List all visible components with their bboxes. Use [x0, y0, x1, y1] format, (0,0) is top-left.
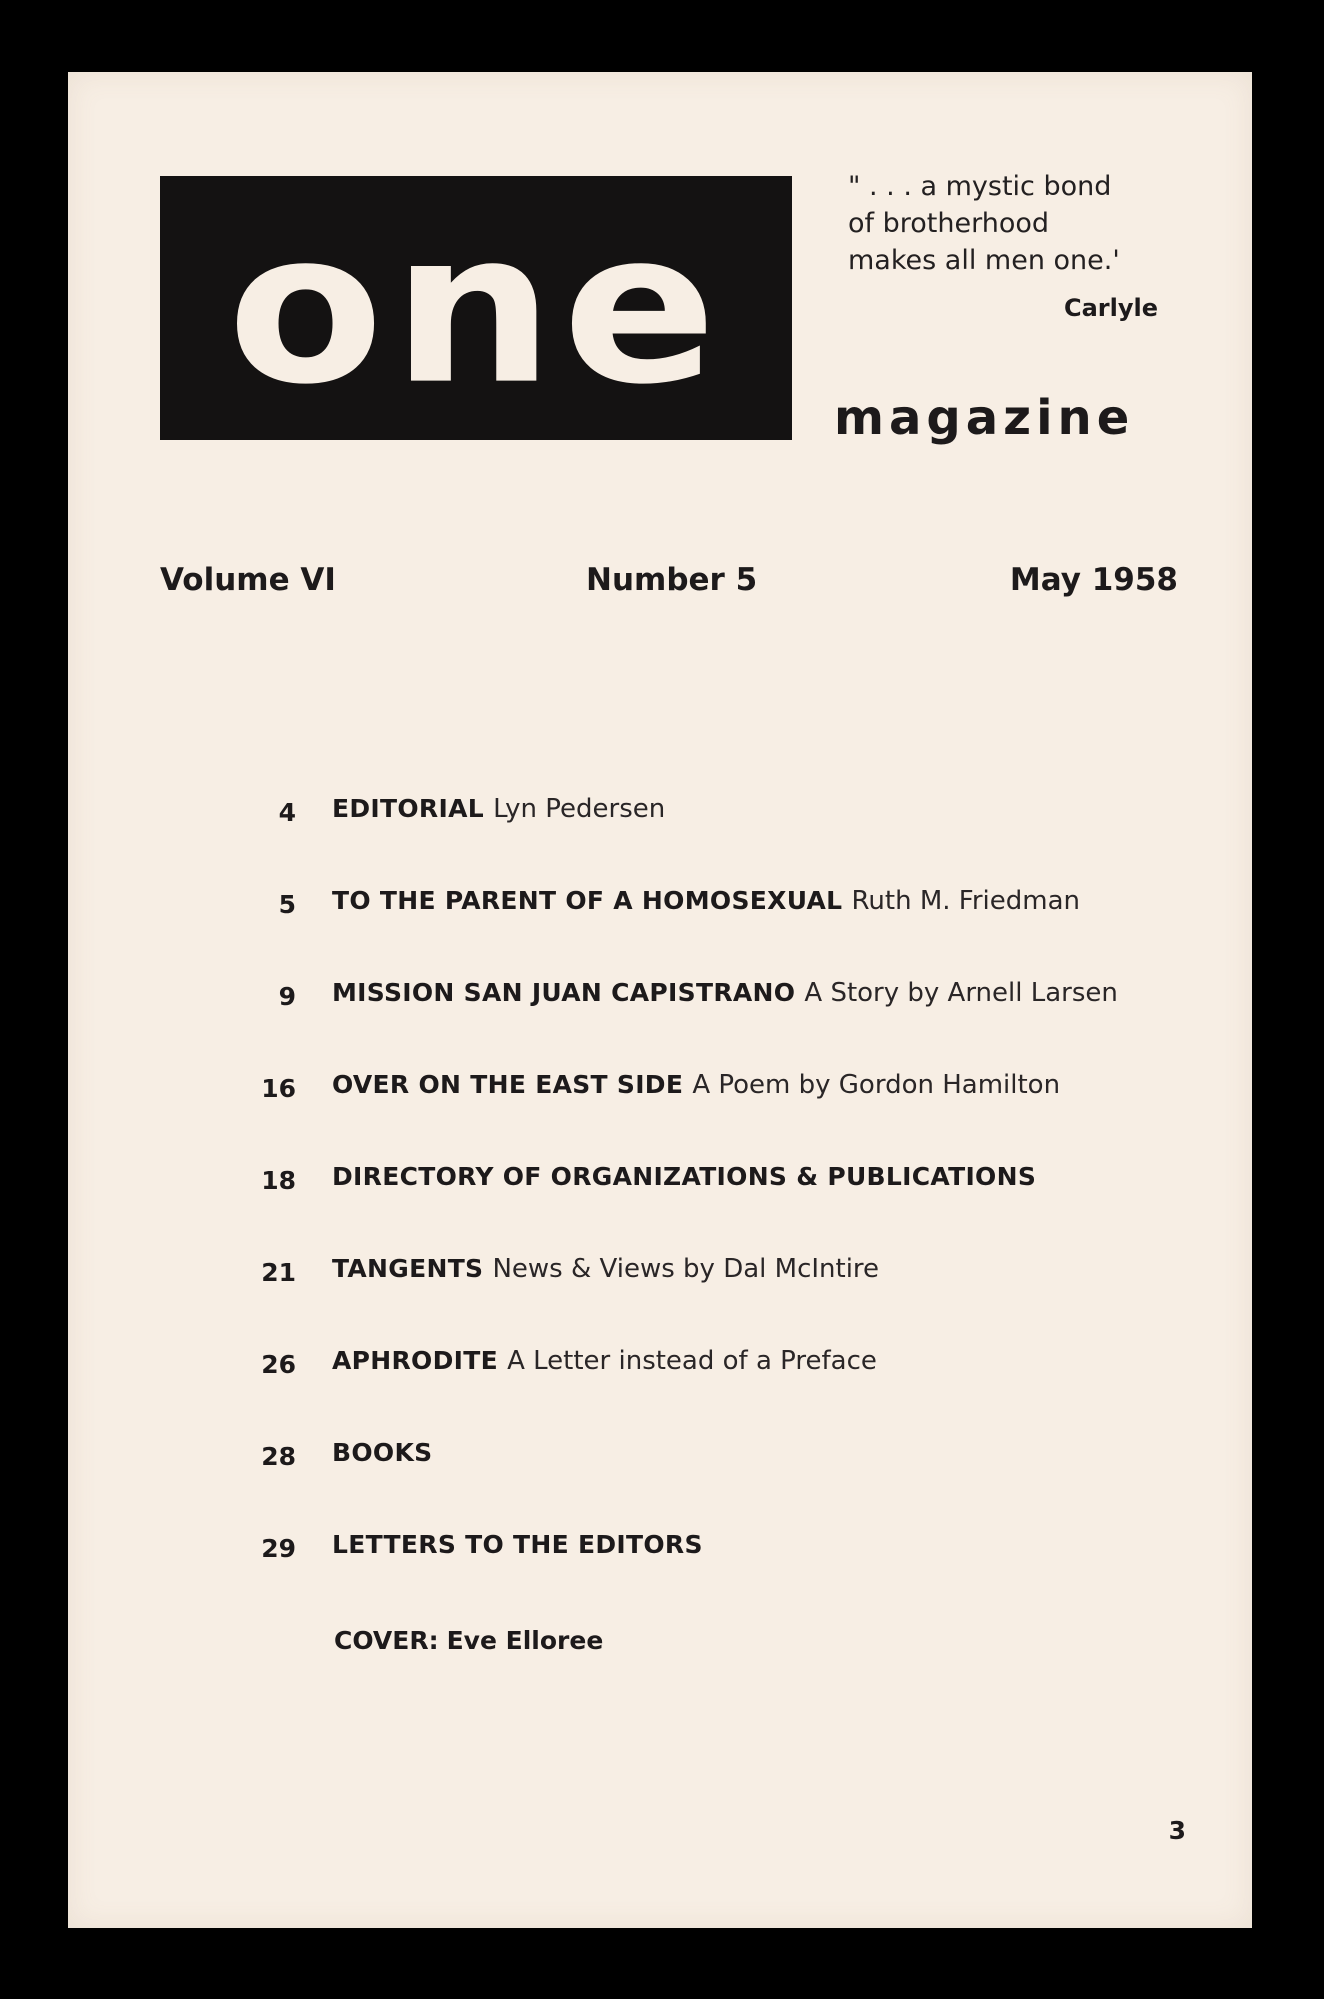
epigraph-quote: [848, 168, 1158, 279]
toc-entry-aphrodite[interactable]: [228, 1346, 1128, 1438]
magazine-page: [68, 72, 1252, 1928]
quote-author: Carlyle: [1063, 294, 1158, 322]
toc-title: TANGENTS: [332, 1254, 484, 1283]
toc-entry-text: [332, 794, 665, 824]
quote-line: makes all men one.': [848, 245, 1120, 276]
toc-credit: News & Views by Dal McIntire: [492, 1254, 880, 1284]
toc-credit: A Story by Arnell Larsen: [804, 978, 1118, 1008]
toc-entry-text: [332, 886, 1080, 916]
toc-entry-text: [332, 1162, 1040, 1192]
toc-title: APHRODITE: [332, 1346, 498, 1375]
masthead-logo: [160, 176, 792, 440]
toc-credit: A Letter instead of a Preface: [507, 1346, 877, 1376]
toc-entry-mission-san-juan[interactable]: [228, 978, 1128, 1070]
toc-page-number: 29: [261, 1534, 296, 1563]
masthead-subtitle: magazine: [834, 390, 1135, 446]
toc-title: BOOKS: [332, 1438, 433, 1467]
toc-credit: A Poem by Gordon Hamilton: [692, 1070, 1061, 1100]
toc-credit: Ruth M. Friedman: [851, 886, 1081, 916]
cover-artist: Eve Elloree: [446, 1626, 604, 1655]
toc-page-number: 16: [261, 1074, 296, 1103]
toc-page-number: 9: [278, 982, 296, 1011]
toc-title: DIRECTORY OF ORGANIZATIONS & PUBLICATIONS: [332, 1162, 1037, 1191]
table-of-contents: [228, 794, 1128, 1622]
issue-date: May 1958: [1009, 562, 1178, 598]
issue-volume: Volume VI: [160, 562, 336, 598]
toc-entry-parent-of-homosexual[interactable]: [228, 886, 1128, 978]
toc-page-number: 18: [261, 1166, 296, 1195]
toc-title: EDITORIAL: [332, 794, 484, 823]
toc-entry-text: [332, 1438, 436, 1468]
quote-line: of brotherhood: [848, 208, 1049, 239]
toc-title: OVER ON THE EAST SIDE: [332, 1070, 684, 1099]
toc-page-number: 21: [261, 1258, 296, 1287]
toc-title: LETTERS TO THE EDITORS: [332, 1530, 703, 1559]
toc-entry-tangents[interactable]: [228, 1254, 1128, 1346]
page-number: 3: [1168, 1816, 1186, 1845]
toc-entry-text: [332, 1530, 707, 1560]
toc-entry-text: [332, 1254, 879, 1284]
toc-entry-books[interactable]: [228, 1438, 1128, 1530]
toc-page-number: 26: [261, 1350, 296, 1379]
toc-entry-text: [332, 1070, 1060, 1100]
toc-page-number: 4: [278, 798, 296, 827]
toc-entry-letters[interactable]: [228, 1530, 1128, 1622]
toc-title: MISSION SAN JUAN CAPISTRANO: [332, 978, 796, 1007]
toc-page-number: 28: [261, 1442, 296, 1471]
toc-credit: Lyn Pedersen: [493, 794, 666, 824]
issue-number: Number 5: [586, 562, 758, 598]
logo-text: one: [227, 185, 725, 431]
cover-credit-line: [334, 1626, 603, 1655]
toc-entry-directory[interactable]: [228, 1162, 1128, 1254]
issue-info: [160, 562, 1178, 602]
quote-line: " . . . a mystic bond: [848, 171, 1112, 202]
cover-label: COVER:: [334, 1626, 439, 1655]
toc-page-number: 5: [278, 890, 296, 919]
toc-entry-east-side[interactable]: [228, 1070, 1128, 1162]
toc-title: TO THE PARENT OF A HOMOSEXUAL: [332, 886, 843, 915]
toc-entry-text: [332, 1346, 877, 1376]
toc-entry-editorial[interactable]: [228, 794, 1128, 886]
toc-entry-text: [332, 978, 1118, 1008]
